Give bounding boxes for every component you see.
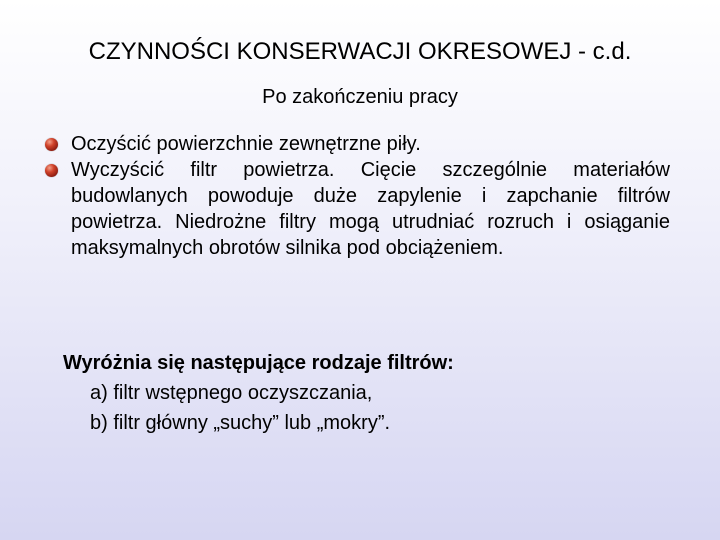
- filter-types-section: [63, 348, 663, 438]
- bullet-ball-icon: [45, 138, 58, 151]
- filter-option: a) filtr wstępnego oczyszczania,: [90, 382, 373, 404]
- slide-subtitle: Po zakończeniu pracy: [262, 86, 458, 108]
- bullet-text: Oczyścić powierzchnie zewnętrzne piły.: [71, 133, 421, 155]
- bullet-ball-icon: [45, 164, 58, 177]
- bullet-list: [44, 131, 670, 261]
- filter-option: b) filtr główny „suchy” lub „mokry”.: [90, 412, 391, 434]
- filter-types-heading: Wyróżnia się następujące rodzaje filtrów:: [63, 352, 454, 374]
- bullet-text: Wyczyścić filtr powietrza. Cięcie szczególnie materiałów budowlanych powoduje duże zapylenie i zapchanie filtrów powietrza. Niedrożne filtry mogą utrudniać rozruch i osiąganie maksymalnych obrotów silnika pod obciążeniem.: [71, 159, 670, 259]
- bullet-item: [44, 131, 670, 157]
- bullet-item: [44, 157, 670, 261]
- slide-title: CZYNNOŚCI KONSERWACJI OKRESOWEJ - c.d.: [88, 38, 632, 65]
